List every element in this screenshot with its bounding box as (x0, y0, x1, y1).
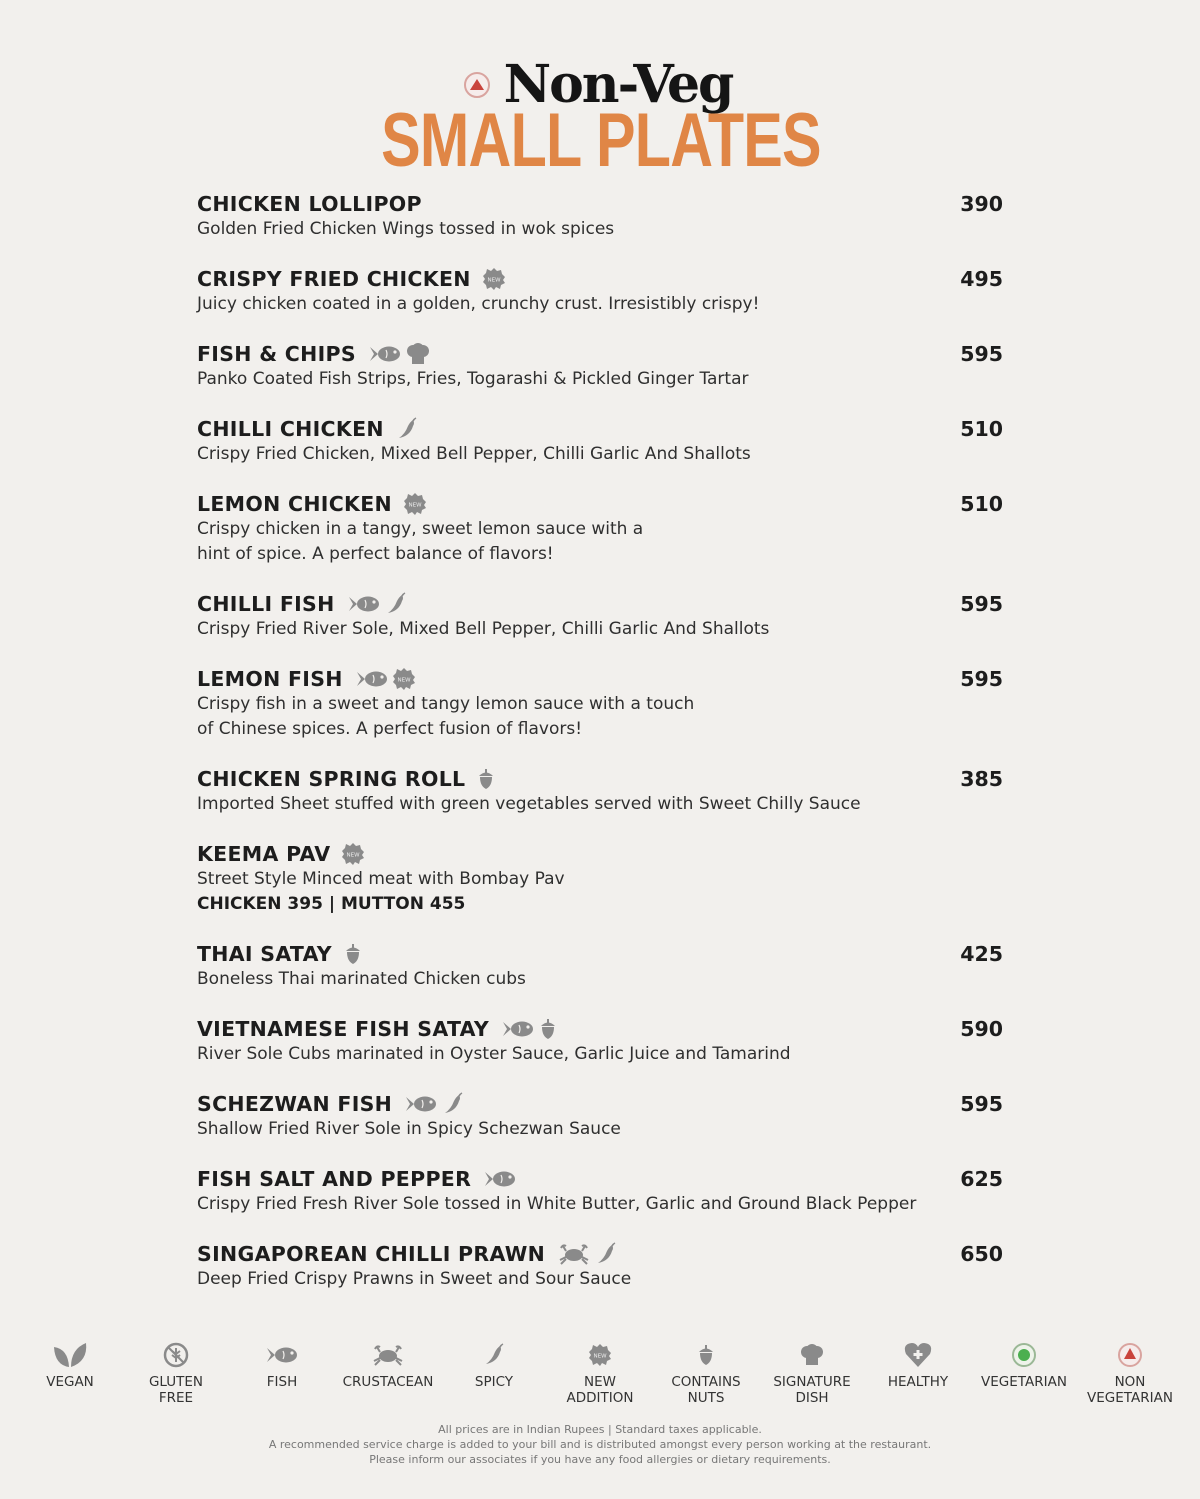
menu-item (197, 191, 1003, 242)
menu-item (197, 341, 1003, 392)
item-name: SINGAPOREAN CHILLI PRAWN (197, 1242, 546, 1266)
item-description: Shallow Fried River Sole in Spicy Schezwan Sauce (197, 1119, 621, 1139)
legend-item (656, 1340, 756, 1406)
gluten-free-icon (162, 1340, 190, 1370)
item-description: Golden Fried Chicken Wings tossed in wok spices (197, 219, 615, 239)
nuts-icon (477, 768, 495, 790)
footer-line: A recommended service charge is added to your bill and is distributed amongst every person working at the restaurant. (268, 1438, 932, 1451)
item-price: 595 (960, 342, 1003, 366)
icon-legend (20, 1340, 1180, 1406)
legend-label: SPICY (474, 1374, 514, 1390)
spicy-icon (483, 1340, 505, 1370)
spicy-icon (442, 1092, 464, 1116)
item-name: VIETNAMESE FISH SATAY (197, 1017, 489, 1041)
item-name: CHICKEN LOLLIPOP (197, 192, 422, 216)
item-price: 425 (960, 942, 1003, 966)
legend-label: GLUTEN FREE (148, 1374, 204, 1406)
menu-item (197, 266, 1003, 317)
svg-text:NEW: NEW (593, 1353, 607, 1360)
legend-item (974, 1340, 1074, 1406)
legend-item (762, 1340, 862, 1406)
item-name: CHILLI FISH (197, 592, 335, 616)
item-description: Juicy chicken coated in a golden, crunchy crust. Irresistibly crispy! (197, 294, 760, 314)
svg-text:NEW: NEW (487, 277, 501, 284)
non-veg-icon (464, 72, 490, 98)
menu-item (197, 766, 1003, 817)
legend-label: VEGAN (46, 1374, 94, 1390)
fish-icon (501, 1019, 535, 1039)
item-price: 650 (960, 1242, 1003, 1266)
svg-text:NEW: NEW (408, 502, 422, 509)
item-description: Crispy chicken in a tangy, sweet lemon sauce with a (197, 519, 644, 539)
legend-item (20, 1340, 120, 1406)
new-icon (393, 668, 415, 690)
menu-item (197, 1091, 1003, 1142)
section-title: SMALL PLATES (381, 98, 821, 183)
legend-item (868, 1340, 968, 1406)
menu-item (197, 841, 1003, 917)
nuts-icon (344, 943, 362, 965)
item-description: Panko Coated Fish Strips, Fries, Togarashi & Pickled Ginger Tartar (197, 369, 749, 389)
vegetarian-icon (1010, 1340, 1038, 1370)
nonveg-icon (1116, 1340, 1144, 1370)
item-name: CHICKEN SPRING ROLL (197, 767, 466, 791)
signature-icon (800, 1340, 824, 1370)
item-description: River Sole Cubs marinated in Oyster Sauce, Garlic Juice and Tamarind (197, 1044, 791, 1064)
menu-item (197, 591, 1003, 642)
section-subtitle: Non-Veg (503, 54, 733, 115)
item-price: 510 (960, 417, 1003, 441)
footer-line: Please inform our associates if you have any food allergies or dietary requirements. (369, 1453, 831, 1466)
menu-item (197, 1241, 1003, 1292)
fish-icon (355, 669, 389, 689)
item-variant-prices: CHICKEN 395 | MUTTON 455 (197, 894, 466, 914)
item-price: 495 (960, 267, 1003, 291)
legend-label: SIGNATURE DISH (773, 1374, 851, 1406)
legend-item (1080, 1340, 1180, 1406)
fish-icon (483, 1169, 517, 1189)
menu-item (197, 666, 1003, 742)
item-description: Crispy Fried Chicken, Mixed Bell Pepper, Chilli Garlic And Shallots (197, 444, 751, 464)
new-icon (342, 843, 364, 865)
item-price: 595 (960, 1092, 1003, 1116)
menu-header (0, 54, 1200, 183)
item-price: 510 (960, 492, 1003, 516)
footer-line: All prices are in Indian Rupees | Standard taxes applicable. (438, 1423, 762, 1436)
legend-item (550, 1340, 650, 1406)
item-description: Imported Sheet stuffed with green vegetables served with Sweet Chilly Sauce (197, 794, 861, 814)
svg-text:NEW: NEW (397, 677, 411, 684)
crustacean-icon (557, 1242, 591, 1266)
menu-item (197, 1166, 1003, 1217)
item-description: Boneless Thai marinated Chicken cubs (197, 969, 526, 989)
item-price: 595 (960, 592, 1003, 616)
legend-label: CRUSTACEAN (342, 1374, 434, 1390)
item-description: Crispy Fried Fresh River Sole tossed in White Butter, Garlic and Ground Black Pepper (197, 1194, 917, 1214)
item-name: LEMON CHICKEN (197, 492, 393, 516)
item-price: 590 (960, 1017, 1003, 1041)
nuts-icon (697, 1340, 715, 1370)
fish-icon (404, 1094, 438, 1114)
menu-list (197, 191, 1003, 1316)
signature-icon (406, 343, 430, 365)
legend-label: VEGETARIAN (981, 1374, 1067, 1390)
fish-icon (265, 1340, 299, 1370)
legend-label: CONTAINS NUTS (671, 1374, 741, 1406)
menu-item (197, 416, 1003, 467)
svg-text:NEW: NEW (346, 852, 360, 859)
legend-label: NEW ADDITION (566, 1374, 634, 1406)
fish-icon (347, 594, 381, 614)
menu-item (197, 941, 1003, 992)
spicy-icon (385, 592, 407, 616)
menu-item (197, 491, 1003, 567)
legend-label: NON VEGETARIAN (1087, 1374, 1173, 1406)
item-price: 390 (960, 192, 1003, 216)
menu-item (197, 1016, 1003, 1067)
crustacean-icon (371, 1340, 405, 1370)
fish-icon (368, 344, 402, 364)
item-name: CRISPY FRIED CHICKEN (197, 267, 471, 291)
item-price: 385 (960, 767, 1003, 791)
item-description: Crispy fish in a sweet and tangy lemon sauce with a touch (197, 694, 695, 714)
nuts-icon (539, 1018, 557, 1040)
item-price: 625 (960, 1167, 1003, 1191)
new-icon (483, 268, 505, 290)
legend-label: FISH (266, 1374, 298, 1390)
new-icon (404, 493, 426, 515)
item-name: FISH & CHIPS (197, 342, 356, 366)
item-price: 595 (960, 667, 1003, 691)
vegan-icon (52, 1340, 88, 1370)
legend-item (126, 1340, 226, 1406)
item-name: SCHEZWAN FISH (197, 1092, 393, 1116)
item-description: Deep Fried Crispy Prawns in Sweet and Sour Sauce (197, 1269, 632, 1289)
item-description: Street Style Minced meat with Bombay Pav (197, 869, 565, 889)
item-description: Crispy Fried River Sole, Mixed Bell Pepper, Chilli Garlic And Shallots (197, 619, 770, 639)
item-name: KEEMA PAV (197, 842, 331, 866)
spicy-icon (396, 417, 418, 441)
item-name: THAI SATAY (197, 942, 332, 966)
item-name: LEMON FISH (197, 667, 343, 691)
spicy-icon (595, 1242, 617, 1266)
item-description: of Chinese spices. A perfect fusion of flavors! (197, 719, 583, 739)
legend-item (338, 1340, 438, 1406)
item-name: CHILLI CHICKEN (197, 417, 384, 441)
legend-item (444, 1340, 544, 1406)
new-icon (589, 1340, 611, 1370)
healthy-icon (904, 1340, 932, 1370)
item-name: FISH SALT AND PEPPER (197, 1167, 472, 1191)
legend-item (232, 1340, 332, 1406)
legend-label: HEALTHY (887, 1374, 949, 1390)
item-description: hint of spice. A perfect balance of flavors! (197, 544, 554, 564)
footer-notes (0, 1422, 1200, 1467)
